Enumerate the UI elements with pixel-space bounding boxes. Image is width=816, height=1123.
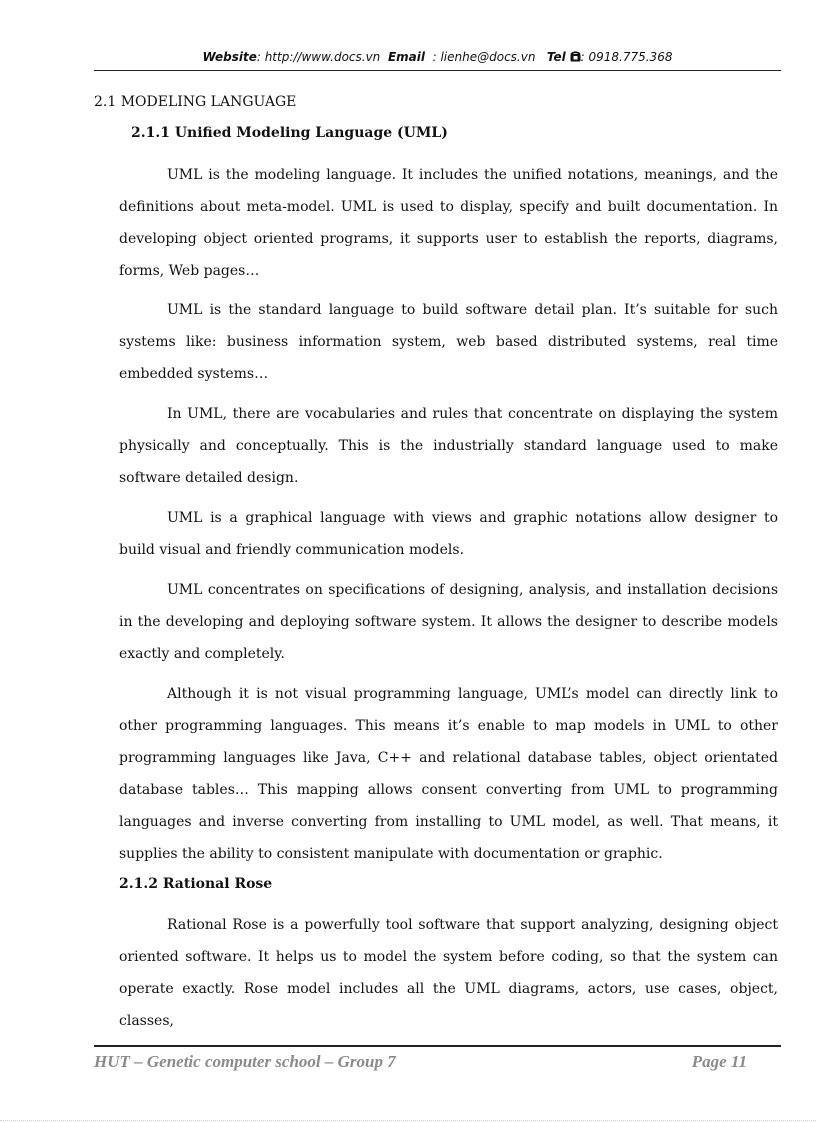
page-edge-divider — [0, 1120, 816, 1121]
paragraph: Rational Rose is a powerfully tool software that support analyzing, designing object oriented software. It helps us to model the system before coding, so that the system can operate exactly. Rose model includes all the UML diagrams, actors, use cases, object, classes, — [119, 917, 778, 1029]
paragraph: UML concentrates on specifications of designing, analysis, and installation decisions in the developing and deploying software system. It allows the designer to describe models exactly and completely. — [119, 582, 778, 662]
email-value: : lienhe@docs.vn — [432, 50, 536, 64]
website-value: : http://www.docs.vn — [256, 50, 381, 64]
subsection-title-uml: 2.1.1 Unified Modeling Language (UML) — [131, 125, 448, 141]
paragraph: In UML, there are vocabularies and rules that concentrate on displaying the system physically and conceptually. This is the industrially standard language used to make software detailed design. — [119, 406, 778, 486]
page-header — [94, 50, 781, 64]
tel-value: : 0918.775.368 — [580, 50, 673, 64]
paragraph: Although it is not visual programming language, UML’s model can directly link to other programming languages. This means it’s enable to map models in UML to other programming languages like Java, C++ and relational database tables, object orientated database tables… This mapping allows consent converting from UML to programming languages and inverse converting from installing to UML model, as well. That means, it supplies the ability to consistent manipulate with documentation or graphic. — [119, 686, 778, 862]
paragraph: UML is a graphical language with views and graphic notations allow designer to build visual and friendly communication models. — [119, 510, 778, 558]
phone-icon — [570, 51, 581, 62]
subsection-title-rational-rose: 2.1.2 Rational Rose — [119, 876, 273, 892]
section-title: 2.1 MODELING LANGUAGE — [94, 94, 297, 110]
website-label: Website — [202, 50, 257, 64]
tel-label: Tel — [546, 50, 566, 64]
header-divider — [94, 70, 781, 71]
footer-school: HUT – Genetic computer school – Group 7 — [94, 1052, 396, 1071]
page-number: Page 11 — [691, 1052, 747, 1071]
footer-divider — [94, 1045, 781, 1047]
email-label: Email — [387, 50, 425, 64]
paragraph: UML is the standard language to build software detail plan. It’s suitable for such systems like: business information system, web based distributed systems, real time embedded systems… — [119, 302, 778, 382]
paragraph: UML is the modeling language. It includes the unified notations, meanings, and the definitions about meta-model. UML is used to display, specify and built documentation. In developing object oriented programs, it supports user to establish the reports, diagrams, forms, Web pages… — [119, 167, 778, 279]
